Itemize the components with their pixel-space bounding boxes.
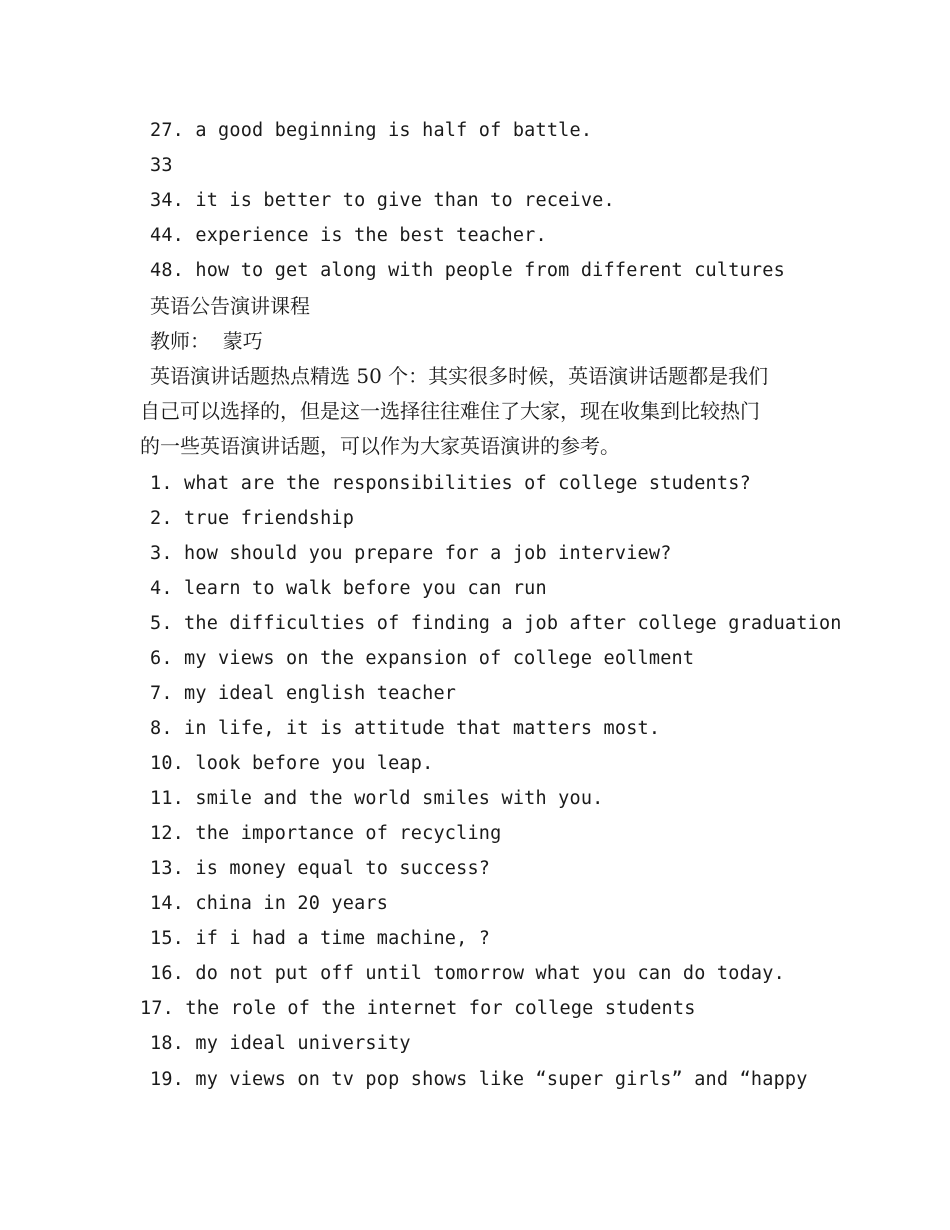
intro-line: 自己可以选择的，但是这一选择往往难住了大家，现在收集到比较热门 (140, 399, 760, 423)
list-item: 2. true friendship (150, 508, 355, 529)
list-item: 10. look before you leap. (150, 753, 434, 774)
intro-line: 英语演讲话题热点精选 50 个：其实很多时候，英语演讲话题都是我们 (150, 364, 769, 388)
list-item: 18. my ideal university (150, 1033, 411, 1054)
list-item: 3. how should you prepare for a job interview? (150, 543, 672, 564)
list-item: 6. my views on the expansion of college eollment (150, 648, 695, 669)
list-item: 8. in life, it is attitude that matters most. (150, 718, 661, 739)
intro-line: 的一些英语演讲话题，可以作为大家英语演讲的参考。 (140, 434, 620, 458)
text-line: 34. it is better to give than to receive. (150, 190, 615, 211)
list-item: 12. the importance of recycling (150, 823, 502, 844)
text-line: 44. experience is the best teacher. (150, 225, 547, 246)
list-item: 5. the difficulties of finding a job after college graduation (150, 613, 842, 634)
text-line: 48. how to get along with people from different cultures (150, 260, 785, 281)
list-item: 16. do not put off until tomorrow what you can do today. (150, 963, 785, 984)
text-line: 27. a good beginning is half of battle. (150, 120, 593, 141)
list-item: 4. learn to walk before you can run (150, 578, 547, 599)
list-item: 15. if i had a time machine, ? (150, 928, 491, 949)
text-line: 33 (150, 155, 173, 176)
list-item: 13. is money equal to success? (150, 858, 491, 879)
list-item: 1. what are the responsibilities of college students? (150, 473, 751, 494)
list-item: 17. the role of the internet for college students (140, 998, 696, 1019)
list-item: 11. smile and the world smiles with you. (150, 788, 604, 809)
list-item: 19. my views on tv pop shows like “super girls” and “happy (150, 1069, 808, 1090)
list-item: 7. my ideal english teacher (150, 683, 457, 704)
teacher-line: 教师： 蒙巧 (150, 329, 263, 353)
course-title: 英语公告演讲课程 (150, 294, 310, 318)
list-item: 14. china in 20 years (150, 893, 389, 914)
